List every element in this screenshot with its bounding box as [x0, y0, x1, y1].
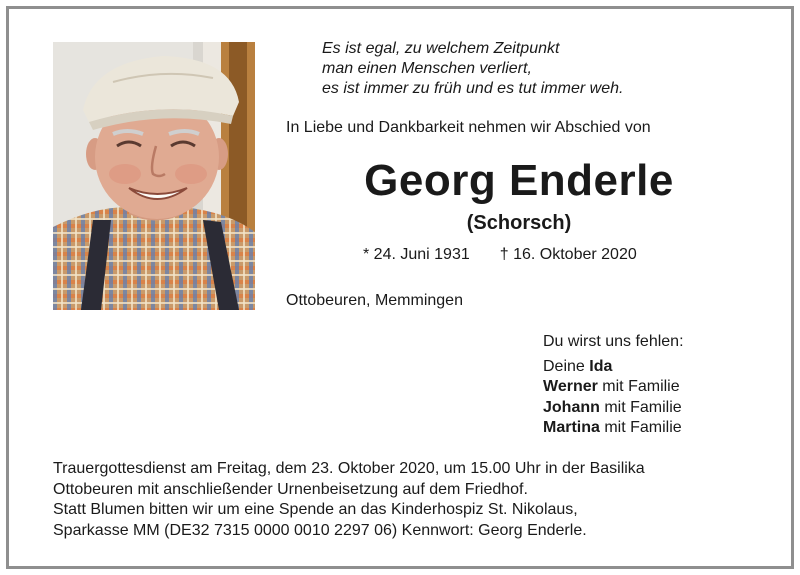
mourner-name: Ida — [589, 357, 613, 375]
poem-line: Es ist egal, zu welchem Zeitpunkt — [322, 40, 560, 57]
deceased-name: Georg Enderle — [364, 156, 674, 205]
mourner-prefix: Deine — [543, 357, 590, 375]
death-date: † 16. Oktober 2020 — [499, 246, 637, 263]
mourner-name: Johann — [543, 398, 600, 416]
mourner-row — [543, 418, 684, 439]
obituary-frame — [6, 6, 794, 569]
mourner-suffix: mit Familie — [599, 419, 682, 436]
notice-line: Ottobeuren mit anschließender Urnenbeisetzung auf dem Friedhof. — [53, 480, 528, 498]
mourner-row — [543, 377, 684, 398]
poem-line: es ist immer zu früh und es tut immer weh. — [322, 80, 624, 97]
deceased-nickname: (Schorsch) — [466, 212, 572, 234]
notice-line: Statt Blumen bitten wir um eine Spende an das Kinderhospiz St. Nikolaus, — [53, 501, 578, 518]
place-of-residence: Ottobeuren, Memmingen — [286, 292, 463, 309]
life-dates — [363, 246, 637, 264]
mourner-name: Werner — [543, 378, 598, 395]
portrait-photo — [53, 42, 255, 310]
mourner-suffix: mit Familie — [599, 398, 682, 416]
mourner-suffix: mit Familie — [597, 378, 680, 395]
mourners-list — [543, 332, 684, 439]
funeral-notice — [53, 459, 645, 541]
farewell-intro: In Liebe und Dankbarkeit nehmen wir Abschied von — [286, 119, 651, 136]
mourners-heading: Du wirst uns fehlen: — [543, 333, 684, 350]
mourner-name: Martina — [543, 419, 600, 436]
poem-line: man einen Menschen verliert, — [322, 60, 532, 77]
mourner-row — [543, 357, 684, 378]
notice-line: Sparkasse MM (DE32 7315 0000 0010 2297 06) Kennwort: Georg Enderle. — [53, 521, 587, 539]
mourner-row — [543, 398, 684, 419]
birth-date: * 24. Juni 1931 — [363, 246, 470, 263]
notice-line: Trauergottesdienst am Freitag, dem 23. Oktober 2020, um 15.00 Uhr in der Basilika — [53, 460, 645, 477]
poem — [322, 39, 623, 99]
